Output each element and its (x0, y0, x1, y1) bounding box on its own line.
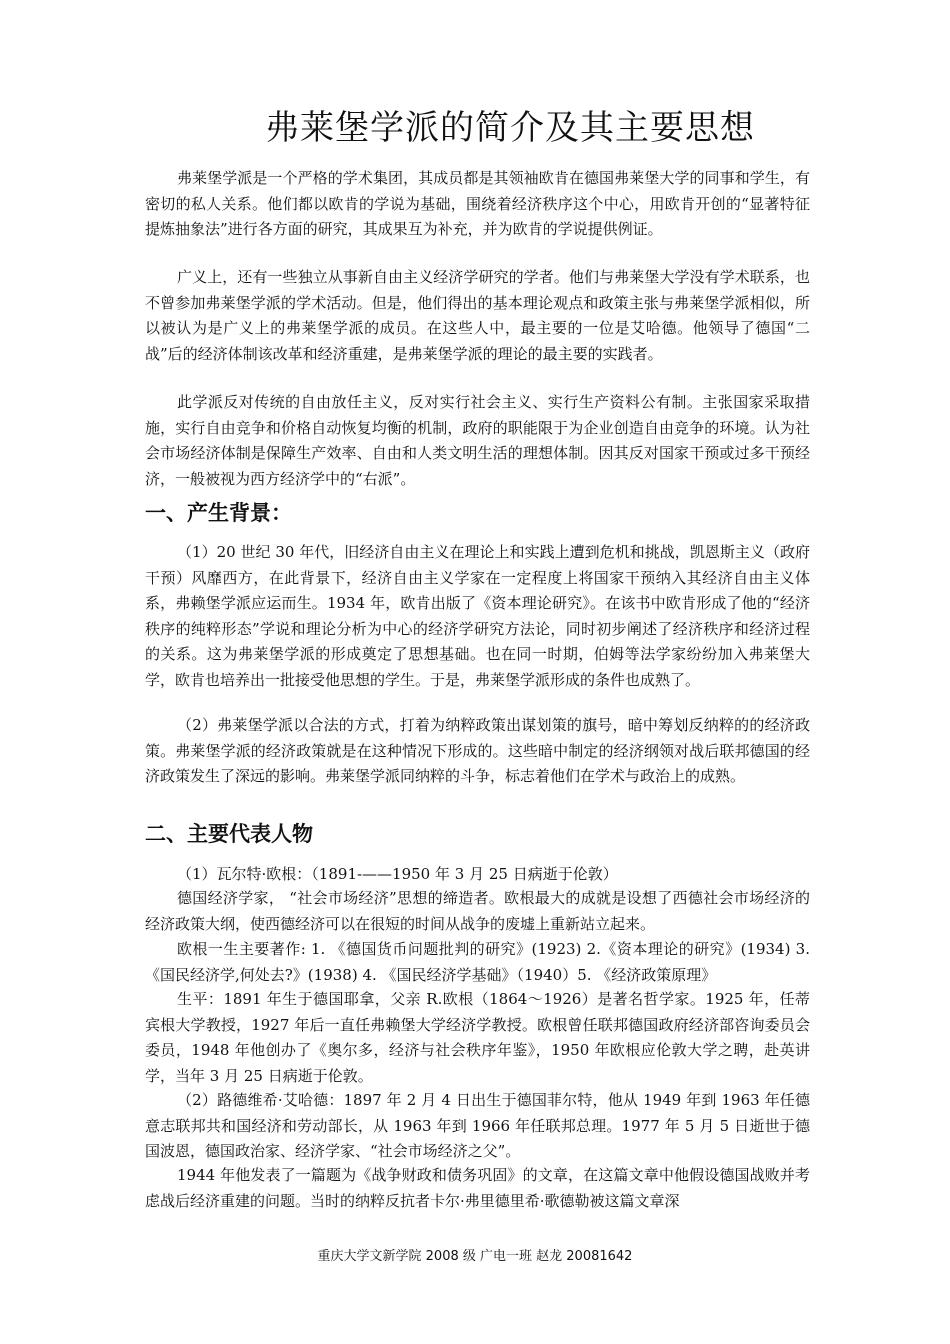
paragraph-eucken-intro: 德国经济学家， “社会市场经济”思想的缔造者。欧根最大的成就是设想了西德社会市场经济的经济政策大纲，使西德经济可以在很短的时间从战争的废墟上重新站立起来。 (145, 889, 810, 933)
paragraph-eucken-heading: （1）瓦尔特·欧根：（1891-——1950 年 3 月 25 日病逝于伦敦） (177, 865, 618, 883)
paragraph-broad-sense: 广义上，还有一些独立从事新自由主义经济学研究的学者。他们与弗莱堡大学没有学术联系，也不曾参加弗莱堡学派的学术活动。但是，他们得出的基本理论观点和政策主张与弗莱堡学派相似，所以被认为是广义上的弗莱堡学派的成员。在这些人中，最主要的一位是艾哈德。他领导了德国“二战”后的经济体制该改革和经济重建，是弗莱堡学派的理论的最主要的实践者。 (145, 268, 810, 363)
paragraph-eucken-works: 欧根一生主要著作: 1. 《德国货币问题批判的研究》(1923) 2.《资本理论的研究》(1934) 3. 《国民经济学,何处去?》(1938) 4. 《国民经济学基础》（1940）5. 《经济政策原理》 (145, 940, 810, 984)
document-title: 弗莱堡学派的简介及其主要思想 (265, 108, 755, 148)
paragraph-background-2: （2）弗莱堡学派以合法的方式，打着为纳粹政策出谋划策的旗号，暗中筹划反纳粹的的经济政策。弗莱堡学派的经济政策就是在这种情况下形成的。这些暗中制定的经济纲领对战后联邦德国的经济政策发生了深远的影响。弗莱堡学派同纳粹的斗争，标志着他们在学术与政治上的成熟。 (145, 716, 810, 785)
paragraph-intro: 弗莱堡学派是一个严格的学术集团，其成员都是其领袖欧肯在德国弗莱堡大学的同事和学生，有密切的私人关系。他们都以欧肯的学说为基础，围绕着经济秩序这个中心，用欧肯开创的“显著特征提炼抽象法”进行各方面的研究，其成果互为补充，并为欧肯的学说提供例证。 (145, 169, 810, 238)
paragraph-erhard-intro: （2）路德维希·艾哈德：1897 年 2 月 4 日出生于德国菲尔特，他从 1949 年到 1963 年任德意志联邦共和国经济和劳动部长，从 1963 年到 1966 年任联邦总理。1977 年 5 月 5 日逝世于德国波恩，德国政治家、经济学家、“社会市场经济之父”。 (145, 1091, 810, 1160)
page-footer: 重庆大学文新学院 2008 级 广电一班 赵龙 20081642 (317, 1249, 633, 1264)
paragraph-eucken-life: 生平：1891 年生于德国耶拿，父亲 R.欧根（1864～1926）是著名哲学家。1925 年，任蒂宾根大学教授，1927 年后一直任弗赖堡大学经济学教授。欧根曾任联邦德国政府经济部咨询委员会委员，1948 年他创办了《奥尔多，经济与社会秩序年鉴》，1950 年欧根应伦敦大学之聘，赴英讲学，当年 3 月 25 日病逝于伦敦。 (145, 990, 810, 1085)
paragraph-erhard-article: 1944 年他发表了一篇题为《战争财政和债务巩固》的文章，在这篇文章中他假设德国战败并考虑战后经济重建的问题。当时的纳粹反抗者卡尔·弗里德里希·歌德勒被这篇文章深 (145, 1166, 810, 1210)
section-heading-representatives: 二、主要代表人物 (145, 821, 313, 846)
paragraph-doctrine: 此学派反对传统的自由放任主义，反对实行社会主义、实行生产资料公有制。主张国家采取措施，实行自由竞争和价格自动恢复均衡的机制，政府的职能限于为企业创造自由竞争的环境。认为社会市场经济体制是保障生产效率、自由和人类文明生活的理想体制。因其反对国家干预或过多干预经济，一般被视为西方经济学中的“右派”。 (145, 393, 810, 488)
section-heading-background: 一、产生背景： (145, 500, 292, 525)
paragraph-background-1: （1）20 世纪 30 年代，旧经济自由主义在理论上和实践上遭到危机和挑战，凯恩斯主义（政府干预）风靡西方，在此背景下，经济自由主义学家在一定程度上将国家干预纳入其经济自由主义体系，弗赖堡学派应运而生。1934 年，欧肯出版了《资本理论研究》。在该书中欧肯形成了他的“经济秩序的纯粹形态”学说和理论分析为中心的经济学研究方法论，同时初步阐述了经济秩序和经济过程的关系。这为弗莱堡学派的形成奠定了思想基础。也在同一时期，伯姆等法学家纷纷加入弗莱堡大学，欧肯也培养出一批接受他思想的学生。于是，弗莱堡学派形成的条件也成熟了。 (145, 543, 810, 689)
